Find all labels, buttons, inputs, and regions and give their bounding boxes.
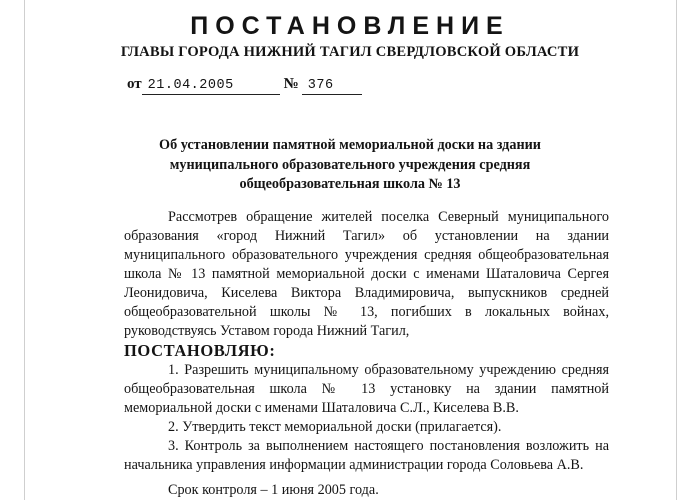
document-body bbox=[124, 208, 609, 500]
document-meta bbox=[127, 74, 362, 95]
number-prefix: № bbox=[283, 76, 299, 92]
heading-line: муниципального образовательного учреждения средняя bbox=[169, 156, 531, 173]
control-deadline: Срок контроля – 1 июня 2005 года. bbox=[168, 482, 379, 498]
heading-line: Об установлении памятной мемориальной доски на здании bbox=[159, 137, 541, 153]
decree-item: 3. Контроль за выполнением настоящего постановления возложить на начальника управления информации администрации города Соловьева А.В. bbox=[124, 438, 609, 473]
page-edge-right bbox=[676, 0, 677, 500]
preamble-paragraph: Рассмотрев обращение жителей поселка Северный муниципального образования «город Нижний Тагил» об установлении на здании муниципального образовательного учреждения средняя общеобразовательная школа № 13 памятной мемориальной доски с именами Шаталовича Сергея Леонидовича, Киселева Виктора Владимировича, выпускников средней общеобразовательной школы № 13, погибших в локальных войнах, руководствуясь Уставом города Нижний Тагил, bbox=[124, 209, 609, 339]
decree-word: ПОСТАНОВЛЯЮ: bbox=[124, 341, 276, 360]
document-title: ПОСТАНОВЛЕНИЕ bbox=[190, 12, 510, 40]
document-date: 21.04.2005 bbox=[142, 77, 280, 95]
decree-item: 2. Утвердить текст мемориальной доски (прилагается). bbox=[168, 419, 502, 435]
document-number: 376 bbox=[302, 77, 362, 95]
page-edge-left bbox=[24, 0, 25, 500]
date-prefix: от bbox=[127, 76, 142, 92]
decree-item: 1. Разрешить муниципальному образовательному учреждению средняя общеобразовательная школа № 13 установку на здании памятной мемориальной доски с именами Шаталовича С.Л., Киселева В.В. bbox=[124, 362, 609, 416]
document-heading bbox=[0, 136, 700, 195]
heading-line: общеобразовательная школа № 13 bbox=[239, 176, 461, 192]
document-subtitle: ГЛАВЫ ГОРОДА НИЖНИЙ ТАГИЛ СВЕРДЛОВСКОЙ ОБЛАСТИ bbox=[120, 44, 580, 60]
